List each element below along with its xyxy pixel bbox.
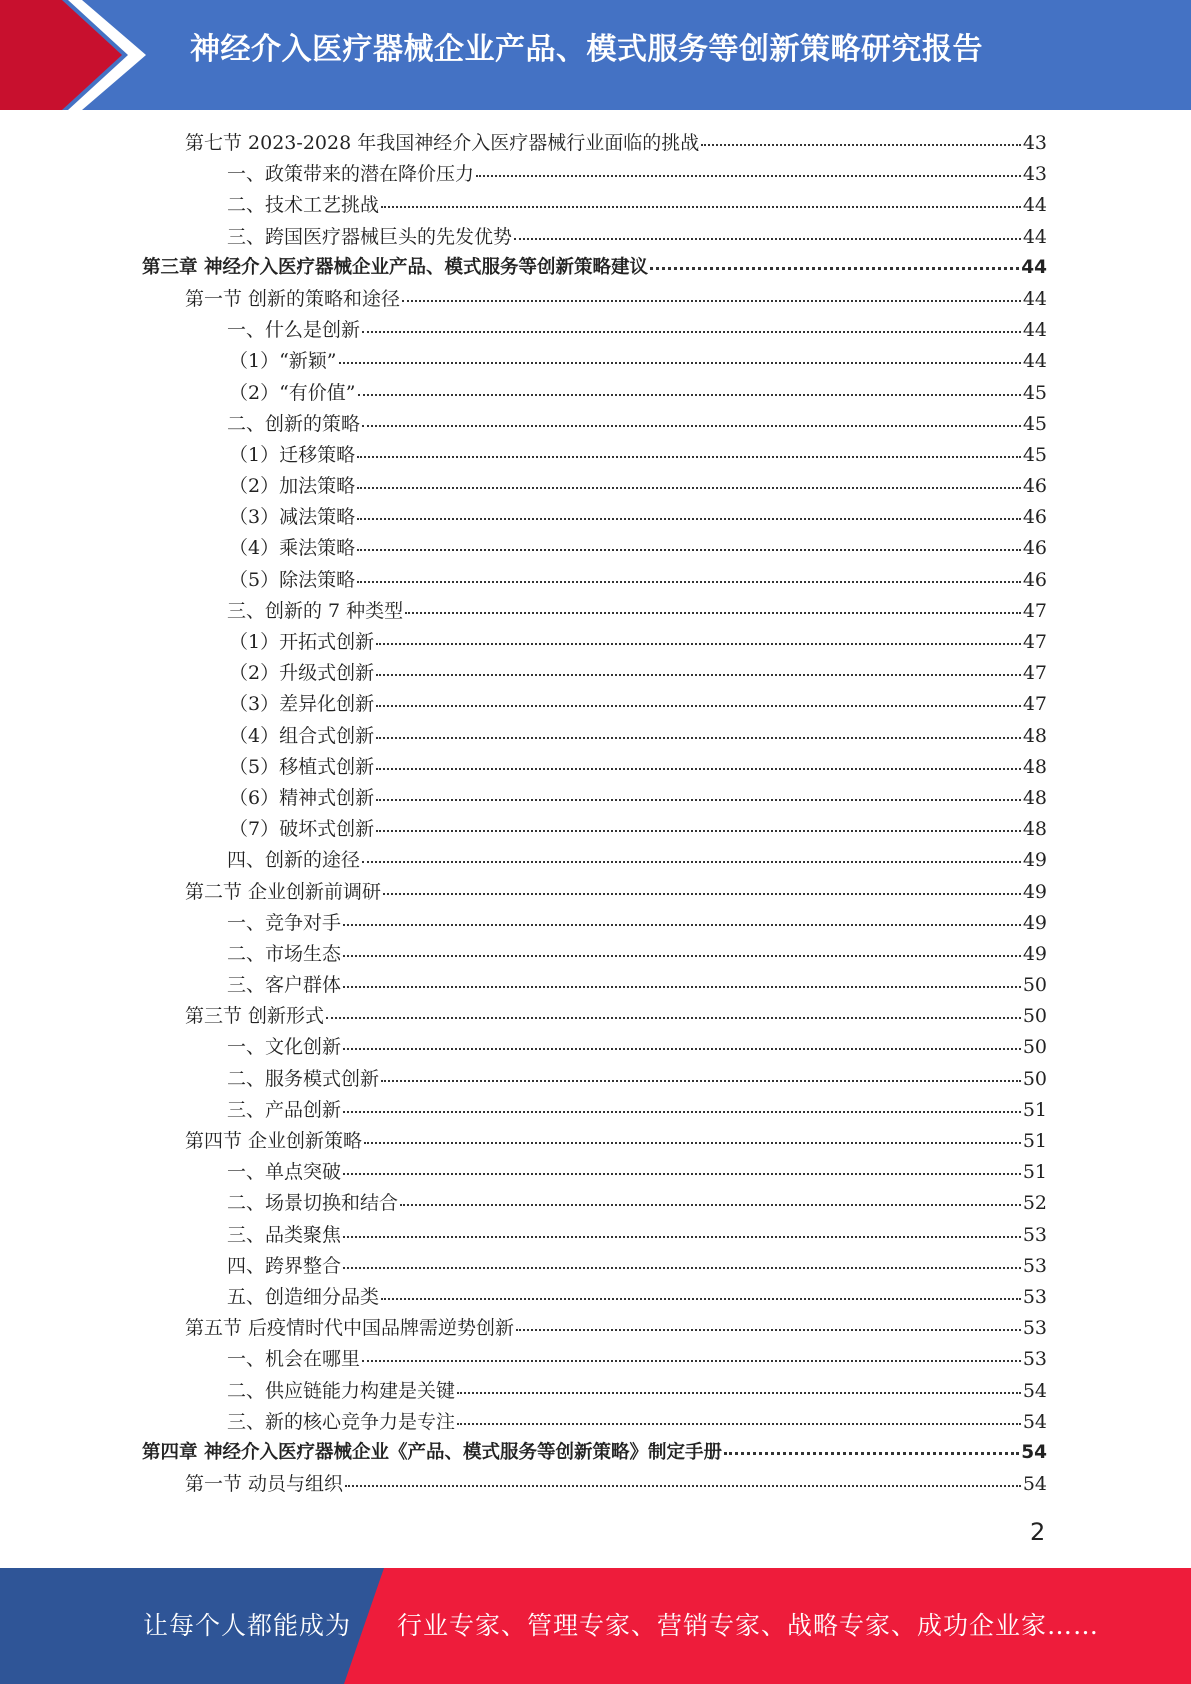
toc-dot-leader [343, 1047, 1021, 1050]
toc-entry-page: 54 [1022, 1473, 1047, 1496]
toc-section-entry[interactable] [142, 877, 1047, 908]
toc-entry-page: 44 [1022, 287, 1047, 310]
toc-entry-page: 50 [1022, 974, 1047, 997]
toc-entry-title: （4）乘法策略 [229, 537, 356, 560]
toc-dot-leader [362, 860, 1021, 863]
toc-entry-title: （1）“新颖” [229, 350, 337, 373]
toc-entry-page: 53 [1022, 1317, 1047, 1340]
toc-subsection-entry[interactable] [142, 596, 1047, 627]
toc-subsection-entry[interactable] [142, 1282, 1047, 1313]
toc-section-entry[interactable] [142, 1469, 1047, 1500]
page-header [0, 0, 1191, 110]
toc-dot-leader [343, 1235, 1021, 1238]
toc-subsection-entry[interactable] [142, 533, 1047, 564]
toc-subsection-entry[interactable] [142, 689, 1047, 720]
toc-entry-title: 一、单点突破 [227, 1161, 342, 1184]
toc-entry-title: （4）组合式创新 [229, 724, 375, 747]
toc-entry-page: 47 [1022, 631, 1047, 653]
toc-entry-page: 44 [1022, 194, 1047, 217]
toc-entry-title: 三、品类聚焦 [227, 1223, 342, 1246]
toc-entry-page: 53 [1022, 1285, 1047, 1308]
toc-entry-title: 第五节 后疫情时代中国品牌需逆势创新 [185, 1317, 515, 1340]
toc-dot-leader [376, 642, 1021, 645]
toc-entry-page: 49 [1022, 942, 1047, 965]
toc-subsection-entry[interactable] [142, 346, 1047, 377]
toc-entry-page: 46 [1022, 506, 1047, 529]
toc-entry-page: 51 [1022, 1161, 1047, 1184]
toc-entry-title: 三、创新的 7 种类型 [227, 599, 404, 622]
toc-entry-title: 二、技术工艺挑战 [227, 194, 380, 217]
toc-entry-page: 43 [1022, 132, 1047, 154]
toc-subsection-entry[interactable] [142, 502, 1047, 533]
toc-section-entry[interactable] [142, 284, 1047, 315]
toc-dot-leader [405, 611, 1021, 614]
toc-chapter-entry[interactable] [142, 253, 1047, 284]
toc-entry-page: 51 [1022, 1130, 1047, 1152]
toc-subsection-entry[interactable] [142, 939, 1047, 970]
toc-entry-page: 44 [1021, 256, 1047, 278]
toc-subsection-entry[interactable] [142, 471, 1047, 502]
toc-dot-leader [381, 205, 1021, 208]
toc-entry-title: （6）精神式创新 [229, 786, 375, 809]
toc-entry-title: 三、跨国医疗器械巨头的先发优势 [227, 225, 513, 248]
toc-entry-title: 第一节 创新的策略和途径 [185, 287, 401, 310]
toc-entry-page: 48 [1022, 786, 1047, 809]
toc-dot-leader [400, 1203, 1021, 1206]
toc-entry-title: （7）破坏式创新 [229, 818, 375, 841]
toc-chapter-entry[interactable] [142, 1438, 1047, 1469]
toc-section-entry[interactable] [142, 128, 1047, 159]
toc-subsection-entry[interactable] [142, 814, 1047, 845]
toc-entry-page: 52 [1022, 1192, 1047, 1215]
toc-entry-title: （1）迁移策略 [229, 443, 356, 466]
toc-entry-page: 47 [1022, 693, 1047, 716]
toc-subsection-entry[interactable] [142, 440, 1047, 471]
toc-entry-page: 46 [1022, 537, 1047, 560]
toc-entry-title: 第三节 创新形式 [185, 1005, 325, 1028]
toc-subsection-entry[interactable] [142, 565, 1047, 596]
toc-entry-page: 47 [1022, 662, 1047, 685]
toc-entry-title: 第四节 企业创新策略 [185, 1130, 363, 1152]
toc-entry-page: 49 [1022, 849, 1047, 872]
toc-dot-leader [362, 424, 1021, 427]
toc-subsection-entry[interactable] [142, 1407, 1047, 1438]
toc-entry-title: 三、新的核心竞争力是专注 [227, 1410, 456, 1433]
toc-subsection-entry[interactable] [142, 222, 1047, 253]
toc-entry-page: 54 [1022, 1379, 1047, 1402]
toc-entry-page: 44 [1022, 225, 1047, 248]
toc-dot-leader [376, 798, 1021, 801]
toc-entry-title: 一、竞争对手 [227, 911, 342, 934]
toc-entry-title: （3）差异化创新 [229, 693, 375, 716]
toc-entry-title: 二、供应链能力构建是关键 [227, 1379, 456, 1402]
toc-entry-title: 第七节 2023-2028 年我国神经介入医疗器械行业面临的挑战 [185, 132, 700, 154]
toc-dot-leader [457, 1391, 1021, 1394]
toc-entry-page: 50 [1022, 1036, 1047, 1059]
toc-entry-title: 第三章 神经介入医疗器械企业产品、模式服务等创新策略建议 [142, 256, 648, 278]
toc-dot-leader [402, 299, 1021, 302]
toc-entry-page: 48 [1022, 755, 1047, 778]
toc-subsection-entry[interactable] [142, 159, 1047, 190]
toc-entry-title: 四、创新的途径 [227, 849, 361, 872]
toc-subsection-entry[interactable] [142, 721, 1047, 752]
toc-dot-leader [362, 1359, 1021, 1362]
toc-subsection-entry[interactable] [142, 908, 1047, 939]
toc-entry-title: （5）移植式创新 [229, 755, 375, 778]
toc-entry-title: 五、创造细分品类 [227, 1285, 380, 1308]
toc-subsection-entry[interactable] [142, 1032, 1047, 1063]
toc-entry-title: 二、市场生态 [227, 942, 342, 965]
toc-dot-leader [357, 580, 1021, 583]
toc-dot-leader [343, 1172, 1021, 1175]
toc-dot-leader [701, 143, 1021, 146]
toc-subsection-entry[interactable] [142, 783, 1047, 814]
toc-entry-title: 第一节 动员与组织 [185, 1473, 344, 1496]
toc-dot-leader [476, 174, 1021, 177]
toc-subsection-entry[interactable] [142, 1376, 1047, 1407]
toc-subsection-entry[interactable] [142, 1095, 1047, 1126]
toc-entry-title: （2）加法策略 [229, 475, 356, 498]
toc-entry-title: 一、什么是创新 [227, 319, 361, 342]
toc-entry-page: 46 [1022, 475, 1047, 498]
toc-dot-leader [358, 393, 1021, 396]
toc-entry-page: 46 [1022, 568, 1047, 591]
table-of-contents [142, 128, 1047, 1500]
page-number: 2 [1030, 1518, 1046, 1546]
toc-subsection-entry[interactable] [142, 845, 1047, 876]
toc-entry-page: 43 [1022, 163, 1047, 186]
toc-dot-leader [381, 1297, 1021, 1300]
toc-entry-title: （2）升级式创新 [229, 662, 375, 685]
toc-subsection-entry[interactable] [142, 1157, 1047, 1188]
toc-entry-page: 54 [1021, 1441, 1047, 1463]
toc-dot-leader [650, 266, 1019, 270]
toc-entry-title: 二、服务模式创新 [227, 1067, 380, 1090]
header-chevron-decoration [0, 0, 150, 110]
toc-dot-leader [362, 330, 1021, 333]
report-title: 神经介入医疗器械企业产品、模式服务等创新策略研究报告 [190, 32, 983, 67]
toc-entry-title: 一、政策带来的潜在降价压力 [227, 163, 475, 186]
toc-entry-page: 44 [1022, 319, 1047, 342]
toc-section-entry[interactable] [142, 1126, 1047, 1157]
toc-dot-leader [364, 1141, 1021, 1144]
toc-dot-leader [357, 517, 1021, 520]
footer-slogan-left: 让每个人都能成为 [143, 1611, 352, 1640]
toc-dot-leader [376, 767, 1021, 770]
toc-dot-leader [376, 829, 1021, 832]
footer-slogan-right: 行业专家、管理专家、营销专家、战略专家、成功企业家…… [397, 1611, 1100, 1640]
toc-subsection-entry[interactable] [142, 1220, 1047, 1251]
toc-subsection-entry[interactable] [142, 409, 1047, 440]
toc-entry-page: 53 [1022, 1223, 1047, 1246]
toc-dot-leader [457, 1422, 1021, 1425]
toc-entry-title: 一、文化创新 [227, 1036, 342, 1059]
toc-entry-page: 45 [1022, 381, 1047, 404]
toc-subsection-entry[interactable] [142, 378, 1047, 409]
toc-dot-leader [383, 892, 1021, 895]
toc-subsection-entry[interactable] [142, 315, 1047, 346]
toc-dot-leader [381, 1079, 1021, 1082]
toc-entry-title: （3）减法策略 [229, 506, 356, 529]
toc-dot-leader [357, 548, 1021, 551]
toc-entry-page: 47 [1022, 599, 1047, 622]
toc-entry-title: 第四章 神经介入医疗器械企业《产品、模式服务等创新策略》制定手册 [142, 1441, 722, 1463]
toc-entry-title: 二、创新的策略 [227, 412, 361, 435]
toc-entry-title: （2）“有价值” [229, 381, 356, 404]
toc-dot-leader [376, 736, 1021, 739]
toc-dot-leader [514, 237, 1021, 240]
toc-entry-page: 51 [1022, 1098, 1047, 1121]
toc-entry-page: 45 [1022, 443, 1047, 466]
toc-entry-page: 44 [1022, 350, 1047, 373]
toc-dot-leader [357, 455, 1021, 458]
toc-subsection-entry[interactable] [142, 970, 1047, 1001]
toc-dot-leader [516, 1328, 1021, 1331]
toc-entry-title: 一、机会在哪里 [227, 1348, 361, 1371]
toc-subsection-entry[interactable] [142, 627, 1047, 658]
toc-dot-leader [343, 954, 1021, 957]
toc-entry-title: （1）开拓式创新 [229, 631, 375, 653]
toc-subsection-entry[interactable] [142, 190, 1047, 221]
toc-dot-leader [357, 486, 1021, 489]
toc-entry-page: 45 [1022, 412, 1047, 435]
toc-entry-page: 48 [1022, 724, 1047, 747]
toc-subsection-entry[interactable] [142, 1344, 1047, 1375]
toc-entry-page: 54 [1022, 1410, 1047, 1433]
toc-section-entry[interactable] [142, 1001, 1047, 1032]
toc-dot-leader [376, 704, 1021, 707]
page-footer [0, 1568, 1191, 1684]
toc-dot-leader [339, 361, 1021, 364]
toc-dot-leader [376, 673, 1021, 676]
toc-entry-title: 四、跨界整合 [227, 1254, 342, 1277]
toc-entry-title: 二、场景切换和结合 [227, 1192, 399, 1215]
toc-entry-title: 第二节 企业创新前调研 [185, 880, 382, 903]
toc-entry-page: 48 [1022, 818, 1047, 841]
toc-entry-title: （5）除法策略 [229, 568, 356, 591]
toc-entry-page: 50 [1022, 1005, 1047, 1028]
toc-entry-page: 50 [1022, 1067, 1047, 1090]
toc-subsection-entry[interactable] [142, 752, 1047, 783]
toc-entry-page: 53 [1022, 1254, 1047, 1277]
toc-entry-page: 53 [1022, 1348, 1047, 1371]
toc-subsection-entry[interactable] [142, 658, 1047, 689]
toc-subsection-entry[interactable] [142, 1251, 1047, 1282]
toc-section-entry[interactable] [142, 1313, 1047, 1344]
toc-subsection-entry[interactable] [142, 1064, 1047, 1095]
toc-subsection-entry[interactable] [142, 1188, 1047, 1219]
toc-dot-leader [345, 1484, 1021, 1487]
toc-dot-leader [326, 1016, 1021, 1019]
toc-entry-title: 三、产品创新 [227, 1098, 342, 1121]
toc-entry-page: 49 [1022, 880, 1047, 903]
toc-dot-leader [343, 923, 1021, 926]
toc-dot-leader [343, 985, 1021, 988]
toc-entry-title: 三、客户群体 [227, 974, 342, 997]
toc-dot-leader [724, 1451, 1019, 1455]
toc-dot-leader [343, 1266, 1021, 1269]
toc-dot-leader [343, 1110, 1021, 1113]
toc-entry-page: 49 [1022, 911, 1047, 934]
